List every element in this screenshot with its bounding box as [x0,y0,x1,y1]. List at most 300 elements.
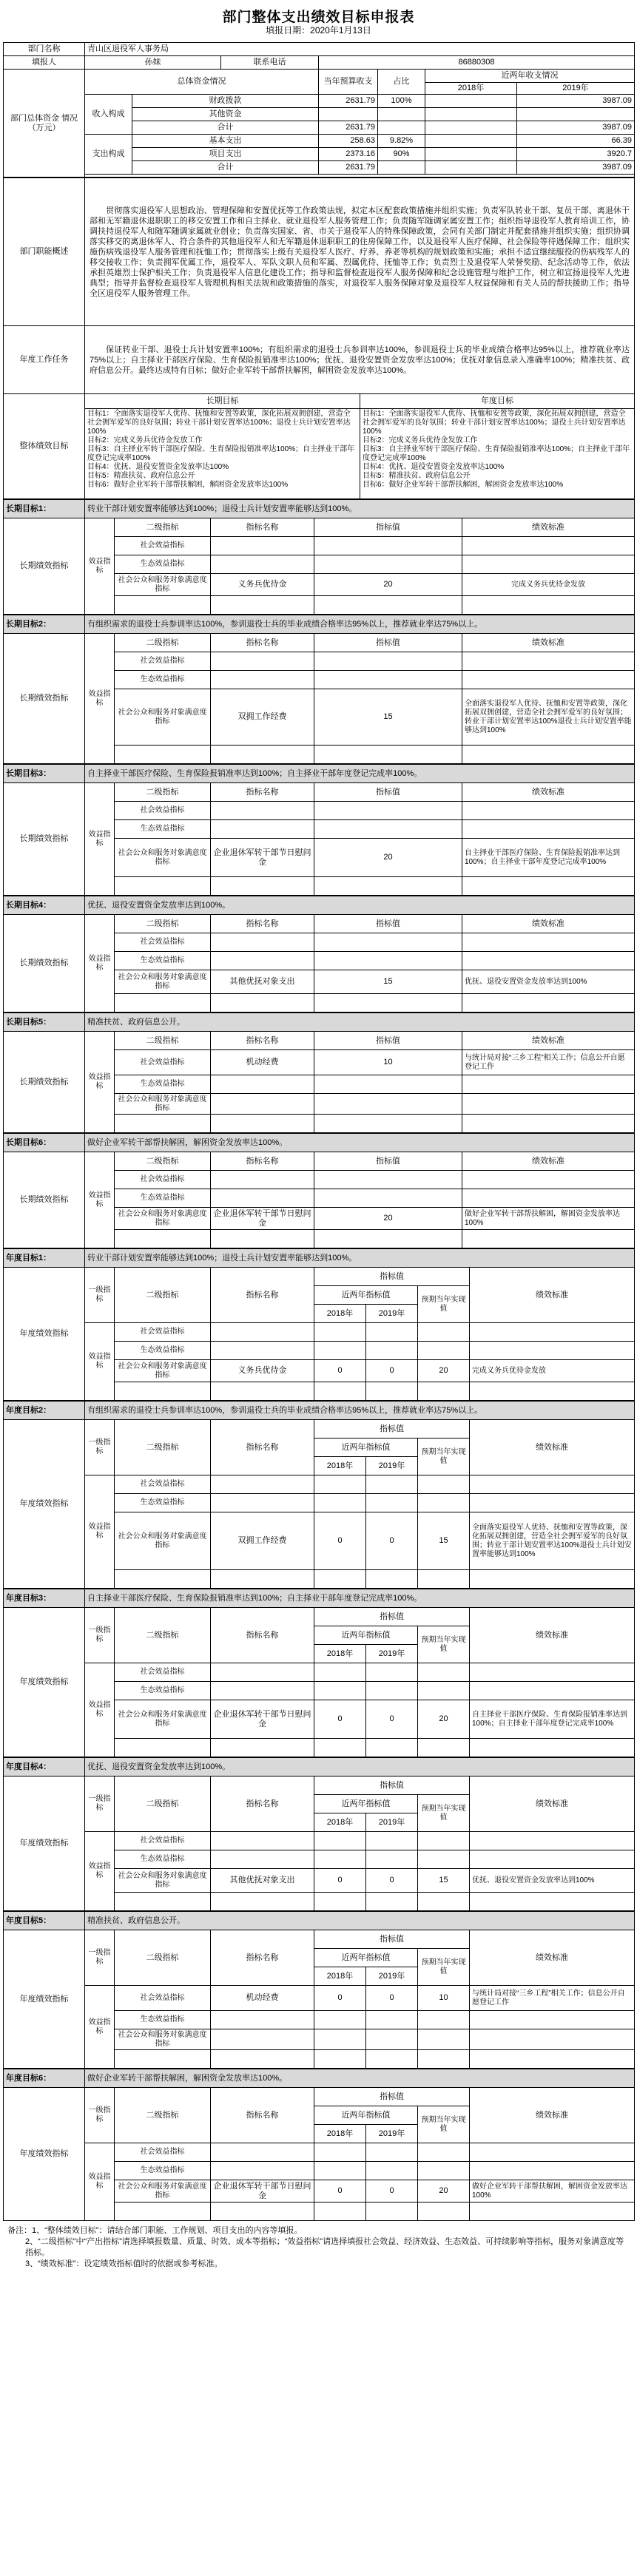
perf-std: 完成义务兵优待金发放 [462,574,635,596]
year-2019-label: 2019年 [366,1813,418,1832]
expected-label: 预期当年实现值 [418,1626,470,1663]
perf-std: 做好企业军转干部帮扶解困，解困资金发放率达100% [470,2180,635,2203]
year-2018-label: 2018年 [425,83,517,95]
perf-std-label: 绩效标准 [470,1268,635,1323]
year-2018-label: 2018年 [314,1813,366,1832]
long-perf-label: 长期绩效指标 [4,1032,85,1133]
target-item: 目标6：做好企业军转干部帮扶解困，解困资金发放率达100% [87,481,289,489]
perf-std-label: 绩效标准 [462,634,635,652]
ind-name-label: 指标名称 [211,1930,314,1986]
duty-text: 贯彻落实退役军人思想政治、管理保障和安置优抚等工作政策法规，拟定本区配套政策措施并组织实施；负责军队转业干部、复员干部、离退休干部和无军籍退休退职职工的移交安置工作和自主择业、就业退役军人服务管理工作；负责随军随调家属安置工作；组织指导退役军人教育培训工作，协调扶持退役军人和随军随调家属就业创业；负责落实国家、省、市关于退役军人的特殊保障政策，会同有关部门制定并配套措施并组织实施；组织协调落实移交的离退休军人、符合条件的其他退役军人和无军籍退休退职职工的住房保障工作，以及退役军人医疗保障、社会保险等待遇保障工作；组织实施伤病残退役军人服务管理和抚恤工作；贯彻落实上级有关退役军人医疗、疗养、养老等机构的规划政策和实施；承担不适宜继续服役的伤病残军人的移交接收工作；负责拥军优属工作，退役军人、军队文职人员和军属、烈属优待、抚恤等工作；负责烈士及退役军人荣誉奖励、纪念活动等工作，依法承担英雄烈士保护相关工作；负责退役军人信息化建设工作；指导和监督检查退役军人服务保障和纪念设施管理与维护工作，树立和宣扬退役军人先进典型；指导并监督检查退役军人管理机构相关法规和政策措施的落实，对退役军人服务保障对象及退役军人权益保障和有关人员的帮扶援助工作；指导全区退役军人服务管理工作。 [85,178,635,326]
task-text: 保证转业干部、退役士兵计划安置率100%；有组织需求的退役士兵参训率达100%，参训退役士兵的毕业成绩合格率达95%以上，推荐就业率达75%以上；自主择业干部医疗保险、生育保险报销准率达100%；优抚、退役安置资金发放率达100%；优抚对象信息录入准确率100%；精准扶贫、政府信息公开。最终达成特有目标；做好企业军转干部帮扶解困，解困资金发放率达100%。 [85,326,635,394]
funds-item: 其他资金 [132,108,319,121]
effect-ind-label: 效益指标 [85,634,115,764]
ind-name: 其他优抚对象支出 [211,1869,314,1893]
ind-name-label: 指标名称 [211,634,314,652]
funds-2019: 3987.09 [517,121,635,135]
long-term-sections [3,499,634,1248]
sub-label: 生态效益指标 [115,1075,211,1094]
funds-share [378,161,425,175]
ind-val-label: 指标值 [314,518,462,537]
target-item: 目标3：自主择业军转干部医疗保险、生育保险报销准率达100%；自主择业干部年度登记完成率100% [87,445,355,462]
val-expected: 20 [418,1360,470,1382]
funds-2018 [425,148,517,161]
year-target-text: 优抚、退役安置资金发放率达到100%。 [85,1758,635,1777]
sub-label: 社会效益指标 [115,1663,211,1682]
sub-label: 社会效益指标 [115,1986,211,2011]
long-perf-label: 长期绩效指标 [4,783,85,896]
sub-label: 社会效益指标 [115,537,211,555]
long-perf-label: 长期绩效指标 [4,1152,85,1248]
ind-name-label: 指标名称 [211,1608,314,1663]
year-target-num: 年度目标4： [4,1758,85,1777]
perf-std-label: 绩效标准 [470,1777,635,1832]
funds-2019: 3987.09 [517,161,635,175]
expected-label: 预期当年实现值 [418,1949,470,1986]
year-target-text: 有组织需求的退役士兵参训率达100%，参训退役士兵的毕业成绩合格率达95%以上，推荐就业率达75%以上。 [85,1402,635,1420]
year-section [3,1757,635,1911]
sub-label: 生态效益指标 [115,820,211,839]
perf-std-label: 绩效标准 [470,1420,635,1475]
long-perf-label: 长期绩效指标 [4,518,85,615]
lvl1-label: 一级指标 [85,1608,115,1663]
sub-label: 社会公众和服务对象满意度指标 [115,2180,211,2203]
year-sections [3,1248,634,2221]
sub-label: 社会公众和服务对象满意度指标 [115,2029,211,2050]
funds-table [3,42,635,178]
funds-share [378,108,425,121]
val-expected: 15 [418,1869,470,1893]
ind-name-label: 指标名称 [211,1268,314,1323]
year-2018-label: 2018年 [314,1967,366,1986]
effect-ind-label: 效益指标 [85,1663,115,1757]
target-item: 目标4：优抚、退役安置资金发放率达100% [87,463,229,471]
perf-std-label: 绩效标准 [462,1032,635,1050]
task-label: 年度工作任务 [4,326,85,394]
long-section [3,1013,635,1133]
effect-ind-label: 效益指标 [85,1986,115,2069]
expected-label: 预期当年实现值 [418,1439,470,1475]
effect-ind-label: 效益指标 [85,518,115,615]
long-section [3,1133,635,1248]
filler-value: 孙妹 [85,56,221,70]
year-2019-label: 2019年 [366,1645,418,1663]
lvl2-label: 二级指标 [115,915,211,933]
sub-label: 社会效益指标 [115,933,211,952]
long-target-num: 长期目标2： [4,615,85,634]
sub-label: 社会公众和服务对象满意度指标 [115,574,211,596]
ind-val-label: 指标值 [314,1777,470,1795]
long-perf-label: 长期绩效指标 [4,634,85,764]
sub-label: 社会公众和服务对象满意度指标 [115,1360,211,1382]
year-target-label: 年度目标 [360,394,635,409]
sub-label: 社会公众和服务对象满意度指标 [115,1700,211,1739]
long-target-list [85,409,360,499]
lvl1-label: 一级指标 [85,1420,115,1475]
long-section [3,499,635,615]
year-target-num: 年度目标1： [4,1249,85,1268]
lvl1-label: 一级指标 [85,1930,115,1986]
recent-two-val-label: 近两年指标值 [314,1795,418,1813]
long-target-num: 长期目标3： [4,765,85,783]
year-perf-label: 年度绩效指标 [4,1777,85,1911]
long-section [3,615,635,764]
ind-val-label: 指标值 [314,634,462,652]
funds-share: 90% [378,148,425,161]
ind-name-label: 指标名称 [211,1152,314,1171]
funds-item: 基本支出 [132,135,319,148]
lvl2-label: 二级指标 [115,1032,211,1050]
long-target-text: 有组织需求的退役士兵参训率达100%，参训退役士兵的毕业成绩合格率达95%以上，推荐就业率达75%以上。 [85,615,635,634]
year-2019-label: 2019年 [366,1967,418,1986]
val-2018: 0 [314,1986,366,2011]
lvl2-label: 二级指标 [115,1268,211,1323]
lvl1-label: 一级指标 [85,2088,115,2143]
sub-label: 社会效益指标 [115,1832,211,1850]
lvl1-label: 一级指标 [85,1268,115,1323]
sub-label: 生态效益指标 [115,1342,211,1360]
year-perf-label: 年度绩效指标 [4,1608,85,1757]
sub-label: 生态效益指标 [115,555,211,574]
target-item: 目标2：完成义务兵优待金发放工作 [87,436,203,444]
perf-std-label: 绩效标准 [470,2088,635,2143]
val-expected: 20 [418,1700,470,1739]
sub-label: 社会效益指标 [115,1475,211,1494]
filler-label: 填报人 [4,56,85,70]
target-item: 目标3：自主择业军转干部医疗保险、生育保险报销准率达100%；自主择业干部年度登记完成率100% [363,445,630,462]
page-title: 部门整体支出绩效目标申报表 [222,10,415,25]
budget-this-year-label: 当年预算收支 [319,70,378,95]
effect-ind-label: 效益指标 [85,1832,115,1911]
dept-name-label: 部门名称 [4,43,85,56]
overall-target-label: 整体绩效目标 [4,394,85,499]
lvl2-label: 二级指标 [115,2088,211,2143]
lvl2-label: 二级指标 [115,1777,211,1832]
ind-name: 双拥工作经费 [211,1512,314,1570]
lvl2-label: 二级指标 [115,518,211,537]
val-2019: 0 [366,1700,418,1739]
perf-std-label: 绩效标准 [462,915,635,933]
ind-name: 企业退休军转干部节日慰问金 [211,1208,314,1230]
lvl2-label: 二级指标 [115,783,211,802]
target-item: 目标6：做好企业军转干部帮扶解困，解困资金发放率达100% [363,481,564,489]
recent-two-val-label: 近两年指标值 [314,2106,418,2125]
sub-label: 生态效益指标 [115,1682,211,1700]
target-item: 目标1：全面落实退役军人优待、抚恤和安置等政策，深化拓展双拥创建，营造全社会拥军爱军的良好氛围；转业干部计划安置率达100%；退役士兵计划安置率达100% [363,410,626,436]
effect-ind-label: 效益指标 [85,1323,115,1401]
dept-name-value: 青山区退役军人事务局 [85,43,635,56]
sub-label: 生态效益指标 [115,1494,211,1512]
ind-name: 其他优抚对象支出 [211,970,314,994]
contact-label: 联系电话 [221,56,319,70]
year-section [3,1401,635,1589]
overview-table [3,178,635,499]
val-expected: 15 [418,1512,470,1570]
notes [3,2221,634,2277]
ind-name-label: 指标名称 [211,783,314,802]
perf-std: 做好企业军转干部帮扶解困，解困资金发放率达100% [462,1208,635,1230]
ind-val-label: 指标值 [314,915,462,933]
year-2018-label: 2018年 [314,1305,366,1323]
perf-std: 全面落实退役军人优待、抚恤和安置等政策，深化拓展双拥创建，营造全社会拥军爱军的良好氛围；转业干部计划安置率达100%退役士兵计划安置率能够达到100% [462,689,635,746]
funds-budget [319,108,378,121]
funds-2018 [425,161,517,175]
year-perf-label: 年度绩效指标 [4,1930,85,2069]
val-expected: 10 [418,1986,470,2011]
year-target-num: 年度目标3： [4,1589,85,1608]
ind-name-label: 指标名称 [211,1032,314,1050]
funds-budget: 2631.79 [319,121,378,135]
recent-two-val-label: 近两年指标值 [314,1626,418,1645]
funds-item: 项目支出 [132,148,319,161]
funds-2018 [425,121,517,135]
ind-name: 义务兵优待金 [211,574,314,596]
recent-two-val-label: 近两年指标值 [314,1286,418,1305]
funds-2019: 3987.09 [517,95,635,108]
long-target-num: 长期目标6： [4,1134,85,1152]
ind-val-label: 指标值 [314,1268,470,1286]
long-target-num: 长期目标4： [4,896,85,915]
year-2019-label: 2019年 [517,83,635,95]
funds-budget: 2631.79 [319,95,378,108]
year-section [3,1911,635,2069]
perf-std: 完成义务兵优待金发放 [470,1360,635,1382]
lvl2-label: 二级指标 [115,1152,211,1171]
sub-label: 社会效益指标 [115,652,211,671]
ind-name: 企业退休军转干部节日慰问金 [211,839,314,877]
lvl2-label: 二级指标 [115,1930,211,1986]
ind-val-label: 指标值 [314,1608,470,1626]
val-2018: 0 [314,1700,366,1739]
share-label: 占比 [378,70,425,95]
effect-ind-label: 效益指标 [85,1475,115,1589]
sub-label: 社会公众和服务对象满意度指标 [115,1869,211,1893]
sub-label: 生态效益指标 [115,1189,211,1208]
long-target-text: 优抚、退役安置资金发放率达到100%。 [85,896,635,915]
val-2018: 0 [314,1869,366,1893]
funds-unit: （万元） [27,123,61,132]
recent-two-label: 近两年收支情况 [425,70,635,83]
year-2018-label: 2018年 [314,2125,366,2143]
year-perf-label: 年度绩效指标 [4,1268,85,1401]
contact-value: 86880308 [319,56,635,70]
ind-val: 10 [314,1050,462,1075]
year-target-text: 做好企业军转干部帮扶解困，解困资金发放率达100%。 [85,2069,635,2088]
perf-std-label: 绩效标准 [462,1152,635,1171]
year-section [3,2069,635,2221]
perf-std: 自主择业干部医疗保险、生育保险报销准率达到100%；自主择业干部年度登记完成率100% [470,1700,635,1739]
long-target-text: 做好企业军转干部帮扶解困，解困资金发放率达100%。 [85,1134,635,1152]
target-item: 目标2：完成义务兵优待金发放工作 [363,436,478,444]
sub-label: 生态效益指标 [115,2162,211,2180]
year-perf-label: 年度绩效指标 [4,1420,85,1589]
ind-val: 15 [314,970,462,994]
ind-name: 企业退休军转干部节日慰问金 [211,1700,314,1739]
ind-val: 20 [314,1208,462,1230]
long-perf-label: 长期绩效指标 [4,915,85,1013]
val-2019: 0 [366,1360,418,1382]
funds-heading-cell [4,70,85,178]
expected-label: 预期当年实现值 [418,2106,470,2143]
long-target-label: 长期目标 [85,394,360,409]
long-target-num: 长期目标1： [4,500,85,518]
perf-std-label: 绩效标准 [462,518,635,537]
year-target-text: 转业干部计划安置率能够达到100%；退役士兵计划安置率能够达到100%。 [85,1249,635,1268]
sub-label: 社会效益指标 [115,1323,211,1342]
note-line: 2、“二级指标”中“产出指标”请选择填报数量、质量、时效、成本等指标；“效益指标”请选择填报社会效益、经济效益、生态效益、可持续影响等指标，服务对象满意度等指标。 [25,2237,624,2257]
income-comp-label: 收入构成 [85,95,132,135]
target-item: 目标4：优抚、退役安置资金发放率达100% [363,463,505,471]
sub-label: 生态效益指标 [115,671,211,689]
funds-2018 [425,108,517,121]
fill-date: 填报日期：2020年1月13日 [266,25,371,36]
sub-label: 社会公众和服务对象满意度指标 [115,1512,211,1570]
sub-label: 社会公众和服务对象满意度指标 [115,1208,211,1230]
expected-label: 预期当年实现值 [418,1795,470,1832]
val-2019: 0 [366,1986,418,2011]
funds-item: 合计 [132,161,319,175]
long-target-text: 自主择业干部医疗保险、生育保险报销准率达到100%；自主择业干部年度登记完成率100%。 [85,765,635,783]
year-2019-label: 2019年 [366,2125,418,2143]
expense-comp-label: 支出构成 [85,135,132,175]
recent-two-val-label: 近两年指标值 [314,1949,418,1967]
lvl2-label: 二级指标 [115,1608,211,1663]
ind-val-label: 指标值 [314,1420,470,1439]
sub-label: 社会公众和服务对象满意度指标 [115,689,211,746]
long-target-num: 长期目标5： [4,1013,85,1032]
year-target-list [360,409,635,499]
ind-name-label: 指标名称 [211,915,314,933]
lvl1-label: 一级指标 [85,1777,115,1832]
ind-val-label: 指标值 [314,783,462,802]
sub-label: 社会效益指标 [115,2143,211,2162]
note-line: 3、“绩效标准”：设定绩效指标值时的依据或参考标准。 [25,2259,223,2268]
sub-label: 社会公众和服务对象满意度指标 [115,1094,211,1115]
ind-name: 义务兵优待金 [211,1360,314,1382]
duty-label: 部门职能概述 [4,178,85,326]
expected-label: 预期当年实现值 [418,1286,470,1323]
val-2018: 0 [314,1360,366,1382]
year-target-num: 年度目标6： [4,2069,85,2088]
ind-name-label: 指标名称 [211,518,314,537]
ind-val: 15 [314,689,462,746]
funds-heading: 部门总体资金 情况 [10,113,78,123]
long-section [3,896,635,1013]
year-target-num: 年度目标5： [4,1912,85,1930]
funds-overall-label: 总体资金情况 [85,70,319,95]
val-2019: 0 [366,1869,418,1893]
perf-std: 优抚、退役安置资金发放率达到100% [470,1869,635,1893]
year-2018-label: 2018年 [314,1457,366,1475]
val-2018: 0 [314,1512,366,1570]
funds-budget: 2631.79 [319,161,378,175]
val-2018: 0 [314,2180,366,2203]
val-2019: 0 [366,2180,418,2203]
sub-label: 社会效益指标 [115,802,211,820]
ind-val: 20 [314,574,462,596]
funds-2019: 66.39 [517,135,635,148]
year-2019-label: 2019年 [366,1457,418,1475]
val-expected: 20 [418,2180,470,2203]
effect-ind-label: 效益指标 [85,783,115,896]
effect-ind-label: 效益指标 [85,1152,115,1248]
ind-name-label: 指标名称 [211,1777,314,1832]
perf-std: 全面落实退役军人优待、抚恤和安置等政策，深化拓展双拥创建，营造全社会拥军爱军的良好氛围；转业干部计划安置率达100%退役士兵计划安置率能够达到100% [470,1512,635,1570]
sub-label: 社会公众和服务对象满意度指标 [115,970,211,994]
sub-label: 社会效益指标 [115,1171,211,1189]
sub-label: 生态效益指标 [115,952,211,970]
effect-ind-label: 效益指标 [85,2143,115,2221]
ind-val-label: 指标值 [314,1930,470,1949]
ind-val-label: 指标值 [314,1032,462,1050]
val-2019: 0 [366,1512,418,1570]
note-line: 备注：1、“整体绩效目标”：请结合部门职能、工作规划、项目支出的内容等填报。 [7,2226,303,2235]
sub-label: 生态效益指标 [115,2011,211,2029]
ind-val-label: 指标值 [314,1152,462,1171]
target-item: 目标1：全面落实退役军人优待、抚恤和安置等政策，深化拓展双拥创建，营造全社会拥军爱军的良好氛围；转业干部计划安置率达100%；退役士兵计划安置率达100% [87,410,351,436]
year-perf-label: 年度绩效指标 [4,2088,85,2221]
effect-ind-label: 效益指标 [85,1032,115,1133]
perf-std: 优抚、退役安置资金发放率达到100% [462,970,635,994]
funds-2019: 3920.7 [517,148,635,161]
funds-share [378,121,425,135]
year-section [3,1248,635,1401]
recent-two-val-label: 近两年指标值 [314,1439,418,1457]
perf-std: 与统计局对接“三乡工程”相关工作；信息公开自愿登记工作 [470,1986,635,2011]
perf-std: 自主择业干部医疗保险、生育保险报销准率达到100%；自主择业干部年度登记完成率100% [462,839,635,877]
ind-name: 机动经费 [211,1050,314,1075]
sub-label: 生态效益指标 [115,1850,211,1869]
effect-ind-label: 效益指标 [85,915,115,1013]
funds-2018 [425,135,517,148]
perf-std-label: 绩效标准 [470,1608,635,1663]
funds-item: 合计 [132,121,319,135]
year-section [3,1589,635,1757]
lvl2-label: 二级指标 [115,1420,211,1475]
funds-budget: 2373.16 [319,148,378,161]
target-item: 目标5：精准扶贫、政府信息公开 [363,472,471,480]
ind-name: 双拥工作经费 [211,689,314,746]
long-target-text: 转业干部计划安置率能够达到100%；退役士兵计划安置率能够达到100%。 [85,500,635,518]
year-2018-label: 2018年 [314,1645,366,1663]
funds-share: 100% [378,95,425,108]
sub-label: 社会效益指标 [115,1050,211,1075]
target-item: 目标5：精准扶贫、政府信息公开 [87,472,195,480]
funds-item: 财政拨款 [132,95,319,108]
year-2019-label: 2019年 [366,1305,418,1323]
long-section [3,764,635,896]
funds-2019 [517,108,635,121]
ind-name-label: 指标名称 [211,2088,314,2143]
ind-name-label: 指标名称 [211,1420,314,1475]
perf-std-label: 绩效标准 [462,783,635,802]
ind-name: 企业退休军转干部节日慰问金 [211,2180,314,2203]
year-target-num: 年度目标2： [4,1402,85,1420]
year-target-text: 精准扶贫、政府信息公开。 [85,1912,635,1930]
ind-val: 20 [314,839,462,877]
lvl2-label: 二级指标 [115,634,211,652]
ind-val-label: 指标值 [314,2088,470,2106]
year-target-text: 自主择业干部医疗保险、生育保险报销准率达到100%；自主择业干部年度登记完成率100%。 [85,1589,635,1608]
perf-std: 与统计局对接“三乡工程”相关工作；信息公开自愿登记工作 [462,1050,635,1075]
long-target-text: 精准扶贫、政府信息公开。 [85,1013,635,1032]
funds-budget: 258.63 [319,135,378,148]
sub-label: 社会公众和服务对象满意度指标 [115,839,211,877]
funds-2018 [425,95,517,108]
ind-name: 机动经费 [211,1986,314,2011]
perf-std-label: 绩效标准 [470,1930,635,1986]
funds-share: 9.82% [378,135,425,148]
